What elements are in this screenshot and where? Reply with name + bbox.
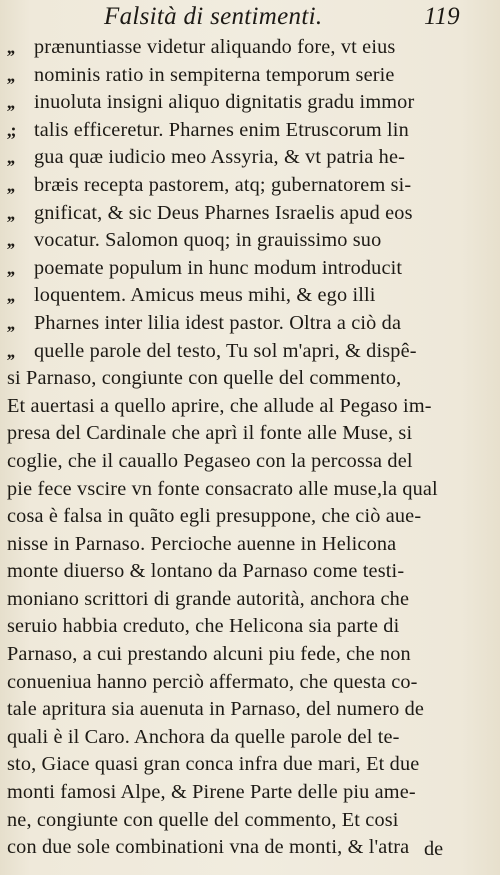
text-line	[0, 476, 500, 504]
line-text: vocatur. Salomon quoq; in grauissimo suo	[34, 229, 382, 252]
text-line	[0, 669, 500, 697]
line-text: talis efficeretur. Pharnes enim Etruscorum lin	[34, 118, 409, 141]
line-text: prænuntiasse videtur aliquando fore, vt eius	[34, 36, 396, 58]
line-text: seruio habbia creduto, che Helicona sia parte di	[7, 615, 400, 638]
line-text: con due sole combinationi vna de monti, & l'atra	[7, 836, 410, 859]
text-line	[0, 779, 500, 807]
text-line	[0, 227, 500, 255]
line-text: inuoluta insigni aliquo dignitatis gradu immor	[34, 91, 415, 114]
line-text: bræis recepta pastorem, atq; gubernatorem si-	[34, 173, 412, 196]
line-text: cosa è falsa in quãto egli presuppone, che ciò aue-	[7, 505, 422, 528]
line-text: quali è il Caro. Anchora da quelle parole del te-	[7, 725, 400, 748]
line-text: coglie, che il cauallo Pegaseo con la percossa del	[7, 449, 413, 472]
text-line	[0, 558, 500, 586]
line-text: monti famosi Alpe, & Pirene Parte delle piu ame-	[7, 781, 416, 804]
catchword: de	[424, 838, 444, 860]
page-number: 119	[424, 3, 460, 30]
text-line	[0, 144, 500, 172]
line-text: si Parnaso, congiunte con quelle del commento,	[7, 367, 402, 390]
text-line	[0, 255, 500, 283]
line-text: quelle parole del testo, Tu sol m'apri, & dispê-	[34, 339, 417, 362]
text-line	[0, 613, 500, 641]
quotation-mark: ,,	[7, 174, 14, 195]
line-text: sto, Giace quasi gran conca infra due mari, Et due	[7, 753, 420, 776]
text-line	[0, 531, 500, 559]
text-line	[0, 200, 500, 228]
quotation-mark: ,,	[7, 230, 14, 251]
line-text: nominis ratio in sempiterna temporum serie	[34, 63, 395, 86]
line-text: loquentem. Amicus meus mihi, & ego illi	[34, 284, 376, 307]
line-text: monte diuerso & lontano da Parnaso come testi-	[7, 560, 405, 583]
line-text: nisse in Parnaso. Percioche auenne in Helicona	[7, 532, 397, 555]
line-text: presa del Cardinale che aprì il fonte alle Muse, si	[7, 422, 413, 445]
line-text: Et auertasi a quello aprire, che allude al Pegaso im-	[7, 394, 432, 417]
text-line	[0, 420, 500, 448]
quotation-mark: ,,	[7, 147, 14, 168]
running-head: Falsità di sentimenti.	[104, 3, 323, 30]
text-line	[0, 724, 500, 752]
line-text: ne, congiunte con quelle del commento, Et cosi	[7, 808, 399, 831]
text-line	[0, 503, 500, 531]
quotation-mark: ,;	[7, 119, 16, 140]
line-text: pie fece vscire vn fonte consacrato alle muse,la qual	[7, 477, 438, 500]
body-text	[0, 34, 500, 862]
text-line	[0, 117, 500, 145]
text-line	[0, 310, 500, 338]
text-line	[0, 807, 500, 835]
line-text: gua quæ iudicio meo Assyria, & vt patria he-	[34, 146, 406, 169]
line-text: Parnaso, a cui prestando alcuni piu fede, che non	[7, 643, 411, 666]
quotation-mark: ,,	[7, 64, 14, 85]
text-line	[0, 62, 500, 90]
quotation-mark: ,,	[7, 285, 14, 306]
quotation-mark: ,,	[7, 202, 14, 223]
text-line	[0, 586, 500, 614]
text-line	[0, 393, 500, 421]
quotation-mark: ,,	[7, 37, 14, 57]
text-line	[0, 448, 500, 476]
text-line	[0, 89, 500, 117]
text-line	[0, 282, 500, 310]
text-line	[0, 34, 500, 62]
line-text: Pharnes inter lilia idest pastor. Oltra a ciò da	[34, 311, 402, 334]
text-line	[0, 696, 500, 724]
quotation-mark: ,,	[7, 312, 14, 333]
line-text: moniano scrittori di grande autorità, anchora che	[7, 587, 410, 610]
line-text: gnificat, & sic Deus Pharnes Israelis apud eos	[34, 201, 413, 224]
quotation-mark: ,,	[7, 340, 14, 361]
quotation-mark: ,,	[7, 257, 14, 278]
text-line	[0, 751, 500, 779]
line-text: conueniua hanno perciò affermato, che questa co-	[7, 670, 418, 693]
text-line	[0, 172, 500, 200]
text-line	[0, 365, 500, 393]
line-text: poemate populum in hunc modum introducit	[34, 256, 403, 279]
quotation-mark: ,,	[7, 92, 14, 113]
text-line	[0, 338, 500, 366]
text-line	[0, 641, 500, 669]
line-text: tale apritura sia auenuta in Parnaso, del numero de	[7, 698, 425, 721]
